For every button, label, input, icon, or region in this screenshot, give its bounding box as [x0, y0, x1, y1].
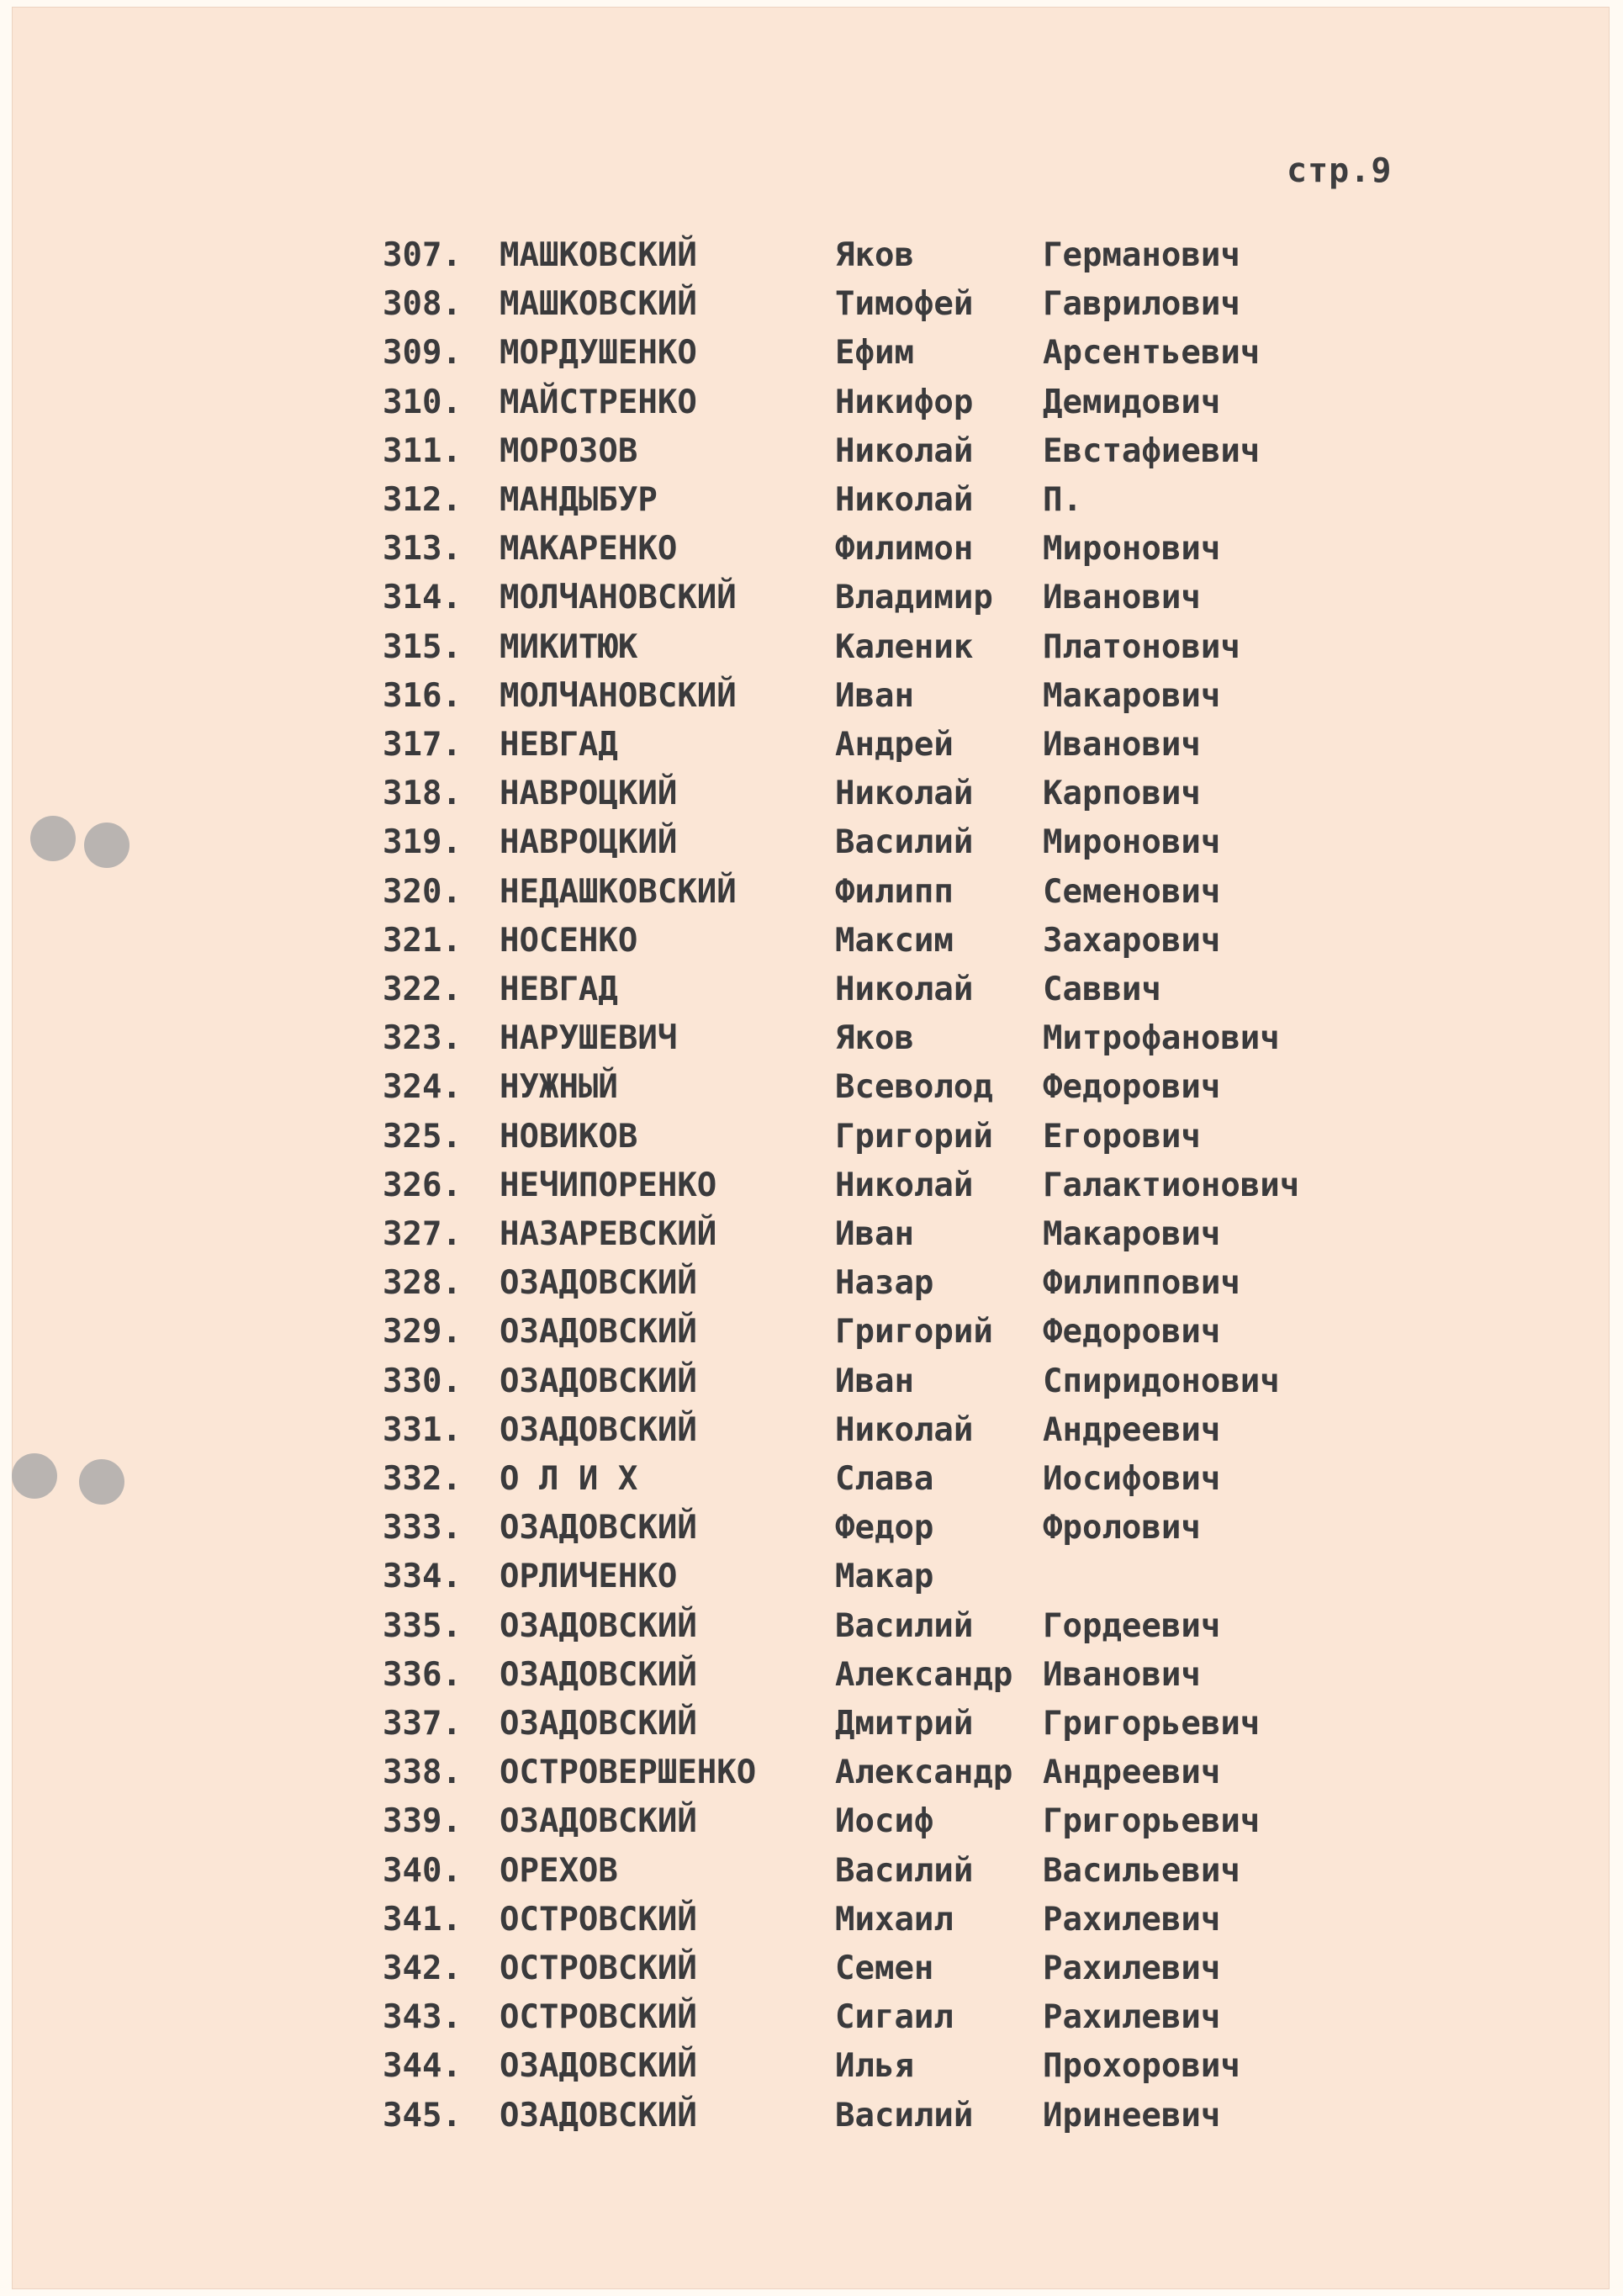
surname: МОЛЧАНОВСКИЙ — [500, 579, 737, 616]
list-row — [0, 1162, 1623, 1209]
first-name: Григорий — [835, 1118, 993, 1156]
entry-number: 318. — [383, 775, 462, 812]
first-name: Владимир — [835, 579, 993, 616]
entry-number: 334. — [383, 1558, 462, 1595]
surname: ОСТРОВСКИЙ — [500, 1949, 697, 1987]
list-row — [0, 1260, 1623, 1307]
surname: ОЗАДОВСКИЙ — [500, 1264, 697, 1302]
list-row — [0, 1897, 1623, 1944]
list-row — [0, 1015, 1623, 1062]
entry-number: 324. — [383, 1068, 462, 1106]
patronymic: Андреевич — [1043, 1411, 1221, 1449]
entry-number: 344. — [383, 2047, 462, 2085]
list-row — [0, 1749, 1623, 1796]
surname: НЕДАШКОВСКИЙ — [500, 873, 737, 911]
surname: НАЗАРЕВСКИЙ — [500, 1215, 717, 1253]
patronymic: Захарович — [1043, 922, 1221, 960]
entry-number: 333. — [383, 1509, 462, 1547]
surname: МОЛЧАНОВСКИЙ — [500, 677, 737, 715]
entry-number: 309. — [383, 334, 462, 372]
list-row — [0, 1114, 1623, 1161]
first-name: Филипп — [835, 873, 954, 911]
list-row — [0, 1603, 1623, 1650]
entry-number: 331. — [383, 1411, 462, 1449]
first-name: Яков — [835, 236, 914, 274]
surname: ОСТРОВЕРШЕНКО — [500, 1754, 757, 1791]
list-row — [0, 1701, 1623, 1748]
list-row — [0, 673, 1623, 720]
entry-number: 321. — [383, 922, 462, 960]
entry-number: 330. — [383, 1362, 462, 1400]
patronymic: Спиридонович — [1043, 1362, 1280, 1400]
surname: НАВРОЦКИЙ — [500, 775, 678, 812]
entry-number: 307. — [383, 236, 462, 274]
list-row — [0, 1505, 1623, 1552]
entry-number: 339. — [383, 1802, 462, 1840]
patronymic: Иванович — [1043, 726, 1201, 764]
patronymic: Рахилевич — [1043, 1901, 1221, 1939]
list-row — [0, 869, 1623, 916]
entry-number: 314. — [383, 579, 462, 616]
patronymic: Григорьевич — [1043, 1802, 1261, 1840]
entry-number: 325. — [383, 1118, 462, 1156]
patronymic: Иосифович — [1043, 1460, 1221, 1498]
patronymic: Гордеевич — [1043, 1607, 1221, 1645]
first-name: Николай — [835, 1167, 974, 1204]
entry-number: 322. — [383, 971, 462, 1008]
patronymic: Рахилевич — [1043, 1998, 1221, 2036]
first-name: Василий — [835, 823, 974, 861]
first-name: Василий — [835, 1607, 974, 1645]
patronymic: П. — [1043, 481, 1082, 519]
first-name: Александр — [835, 1656, 1013, 1694]
surname: ОЗАДОВСКИЙ — [500, 1362, 697, 1400]
list-row — [0, 2043, 1623, 2090]
entry-number: 328. — [383, 1264, 462, 1302]
list-row — [0, 2092, 1623, 2140]
patronymic: Миронович — [1043, 530, 1221, 568]
surname: МОРДУШЕНКО — [500, 334, 697, 372]
list-row — [0, 770, 1623, 817]
surname: ОЗАДОВСКИЙ — [500, 2097, 697, 2135]
patronymic: Васильевич — [1043, 1852, 1240, 1890]
list-row — [0, 1309, 1623, 1356]
list-row — [0, 1358, 1623, 1405]
surname: МОРОЗОВ — [500, 432, 638, 470]
list-row — [0, 330, 1623, 377]
first-name: Всеволод — [835, 1068, 993, 1106]
entry-number: 310. — [383, 384, 462, 421]
surname: О Л И Х — [500, 1460, 638, 1498]
list-row — [0, 281, 1623, 328]
list-row — [0, 624, 1623, 671]
patronymic: Германович — [1043, 236, 1240, 274]
entry-number: 341. — [383, 1901, 462, 1939]
first-name: Сигаил — [835, 1998, 954, 2036]
first-name: Андрей — [835, 726, 954, 764]
first-name: Николай — [835, 775, 974, 812]
first-name: Яков — [835, 1019, 914, 1057]
list-row — [0, 966, 1623, 1013]
first-name: Николай — [835, 481, 974, 519]
first-name: Григорий — [835, 1313, 993, 1351]
patronymic: Карпович — [1043, 775, 1201, 812]
patronymic: Миронович — [1043, 823, 1221, 861]
first-name: Василий — [835, 2097, 974, 2135]
surname: МАКАРЕНКО — [500, 530, 678, 568]
first-name: Иван — [835, 677, 914, 715]
entry-number: 329. — [383, 1313, 462, 1351]
surname: НОВИКОВ — [500, 1118, 638, 1156]
first-name: Семен — [835, 1949, 934, 1987]
list-row — [0, 1798, 1623, 1845]
surname: ОСТРОВСКИЙ — [500, 1901, 697, 1939]
first-name: Назар — [835, 1264, 934, 1302]
first-name: Василий — [835, 1852, 974, 1890]
list-row — [0, 1064, 1623, 1111]
patronymic: Платонович — [1043, 628, 1240, 666]
first-name: Слава — [835, 1460, 934, 1498]
first-name: Дмитрий — [835, 1705, 974, 1743]
first-name: Иосиф — [835, 1802, 934, 1840]
entry-number: 345. — [383, 2097, 462, 2135]
entry-number: 337. — [383, 1705, 462, 1743]
patronymic: Иванович — [1043, 579, 1201, 616]
patronymic: Иринеевич — [1043, 2097, 1221, 2135]
list-row — [0, 918, 1623, 965]
surname: МАШКОВСКИЙ — [500, 236, 697, 274]
patronymic: Прохорович — [1043, 2047, 1240, 2085]
list-row — [0, 1945, 1623, 1992]
list-row — [0, 1553, 1623, 1600]
surname: МАЙСТРЕНКО — [500, 384, 697, 421]
first-name: Илья — [835, 2047, 914, 2085]
list-row — [0, 379, 1623, 426]
patronymic: Фролович — [1043, 1509, 1201, 1547]
first-name: Александр — [835, 1754, 1013, 1791]
first-name: Ефим — [835, 334, 914, 372]
list-row — [0, 1848, 1623, 1895]
patronymic: Галактионович — [1043, 1167, 1300, 1204]
surname: ОЗАДОВСКИЙ — [500, 1411, 697, 1449]
surname: ОРЛИЧЕНКО — [500, 1558, 678, 1595]
surname: ОСТРОВСКИЙ — [500, 1998, 697, 2036]
surname: ОЗАДОВСКИЙ — [500, 1802, 697, 1840]
patronymic: Иванович — [1043, 1656, 1201, 1694]
list-row — [0, 722, 1623, 769]
list-row — [0, 232, 1623, 279]
patronymic: Евстафиевич — [1043, 432, 1261, 470]
surname: НЕВГАД — [500, 726, 618, 764]
first-name: Иван — [835, 1362, 914, 1400]
entry-number: 327. — [383, 1215, 462, 1253]
patronymic: Саввич — [1043, 971, 1161, 1008]
list-row — [0, 428, 1623, 475]
entry-number: 319. — [383, 823, 462, 861]
entry-number: 313. — [383, 530, 462, 568]
patronymic: Филиппович — [1043, 1264, 1240, 1302]
entry-number: 316. — [383, 677, 462, 715]
entry-number: 338. — [383, 1754, 462, 1791]
list-row — [0, 1456, 1623, 1503]
entry-number: 326. — [383, 1167, 462, 1204]
surname: ОЗАДОВСКИЙ — [500, 1705, 697, 1743]
first-name: Михаил — [835, 1901, 954, 1939]
surname: НУЖНЫЙ — [500, 1068, 618, 1106]
list-row — [0, 1994, 1623, 2041]
patronymic: Арсентьевич — [1043, 334, 1261, 372]
patronymic: Гаврилович — [1043, 285, 1240, 323]
first-name: Федор — [835, 1509, 934, 1547]
entry-number: 312. — [383, 481, 462, 519]
patronymic: Макарович — [1043, 1215, 1221, 1253]
page-number: стр.9 — [1287, 151, 1393, 190]
surname: ОЗАДОВСКИЙ — [500, 2047, 697, 2085]
list-row — [0, 477, 1623, 524]
list-row — [0, 1211, 1623, 1258]
surname: МИКИТЮК — [500, 628, 638, 666]
first-name: Никифор — [835, 384, 974, 421]
list-row — [0, 1652, 1623, 1699]
patronymic: Рахилевич — [1043, 1949, 1221, 1987]
first-name: Николай — [835, 432, 974, 470]
list-row — [0, 526, 1623, 573]
entry-number: 335. — [383, 1607, 462, 1645]
patronymic: Андреевич — [1043, 1754, 1221, 1791]
entry-number: 311. — [383, 432, 462, 470]
list-row — [0, 574, 1623, 622]
entry-number: 315. — [383, 628, 462, 666]
entry-number: 342. — [383, 1949, 462, 1987]
list-row — [0, 819, 1623, 866]
entry-number: 308. — [383, 285, 462, 323]
surname: ОРЕХОВ — [500, 1852, 618, 1890]
surname: НЕВГАД — [500, 971, 618, 1008]
surname: ОЗАДОВСКИЙ — [500, 1313, 697, 1351]
list-row — [0, 1407, 1623, 1454]
surname: МАШКОВСКИЙ — [500, 285, 697, 323]
first-name: Максим — [835, 922, 954, 960]
patronymic: Семенович — [1043, 873, 1221, 911]
surname: ОЗАДОВСКИЙ — [500, 1656, 697, 1694]
surname: НАВРОЦКИЙ — [500, 823, 678, 861]
patronymic: Митрофанович — [1043, 1019, 1280, 1057]
entry-number: 343. — [383, 1998, 462, 2036]
entry-number: 323. — [383, 1019, 462, 1057]
first-name: Тимофей — [835, 285, 974, 323]
first-name: Николай — [835, 971, 974, 1008]
first-name: Макар — [835, 1558, 934, 1595]
first-name: Иван — [835, 1215, 914, 1253]
first-name: Филимон — [835, 530, 974, 568]
entry-number: 336. — [383, 1656, 462, 1694]
patronymic: Макарович — [1043, 677, 1221, 715]
entry-number: 320. — [383, 873, 462, 911]
first-name: Николай — [835, 1411, 974, 1449]
surname: НАРУШЕВИЧ — [500, 1019, 678, 1057]
patronymic: Федорович — [1043, 1068, 1221, 1106]
surname: НЕЧИПОРЕНКО — [500, 1167, 717, 1204]
surname: НОСЕНКО — [500, 922, 638, 960]
first-name: Каленик — [835, 628, 974, 666]
entry-number: 332. — [383, 1460, 462, 1498]
patronymic: Федорович — [1043, 1313, 1221, 1351]
entry-number: 340. — [383, 1852, 462, 1890]
patronymic: Демидович — [1043, 384, 1221, 421]
surname: МАНДЫБУР — [500, 481, 658, 519]
patronymic: Егорович — [1043, 1118, 1201, 1156]
entry-number: 317. — [383, 726, 462, 764]
surname: ОЗАДОВСКИЙ — [500, 1607, 697, 1645]
surname: ОЗАДОВСКИЙ — [500, 1509, 697, 1547]
patronymic: Григорьевич — [1043, 1705, 1261, 1743]
